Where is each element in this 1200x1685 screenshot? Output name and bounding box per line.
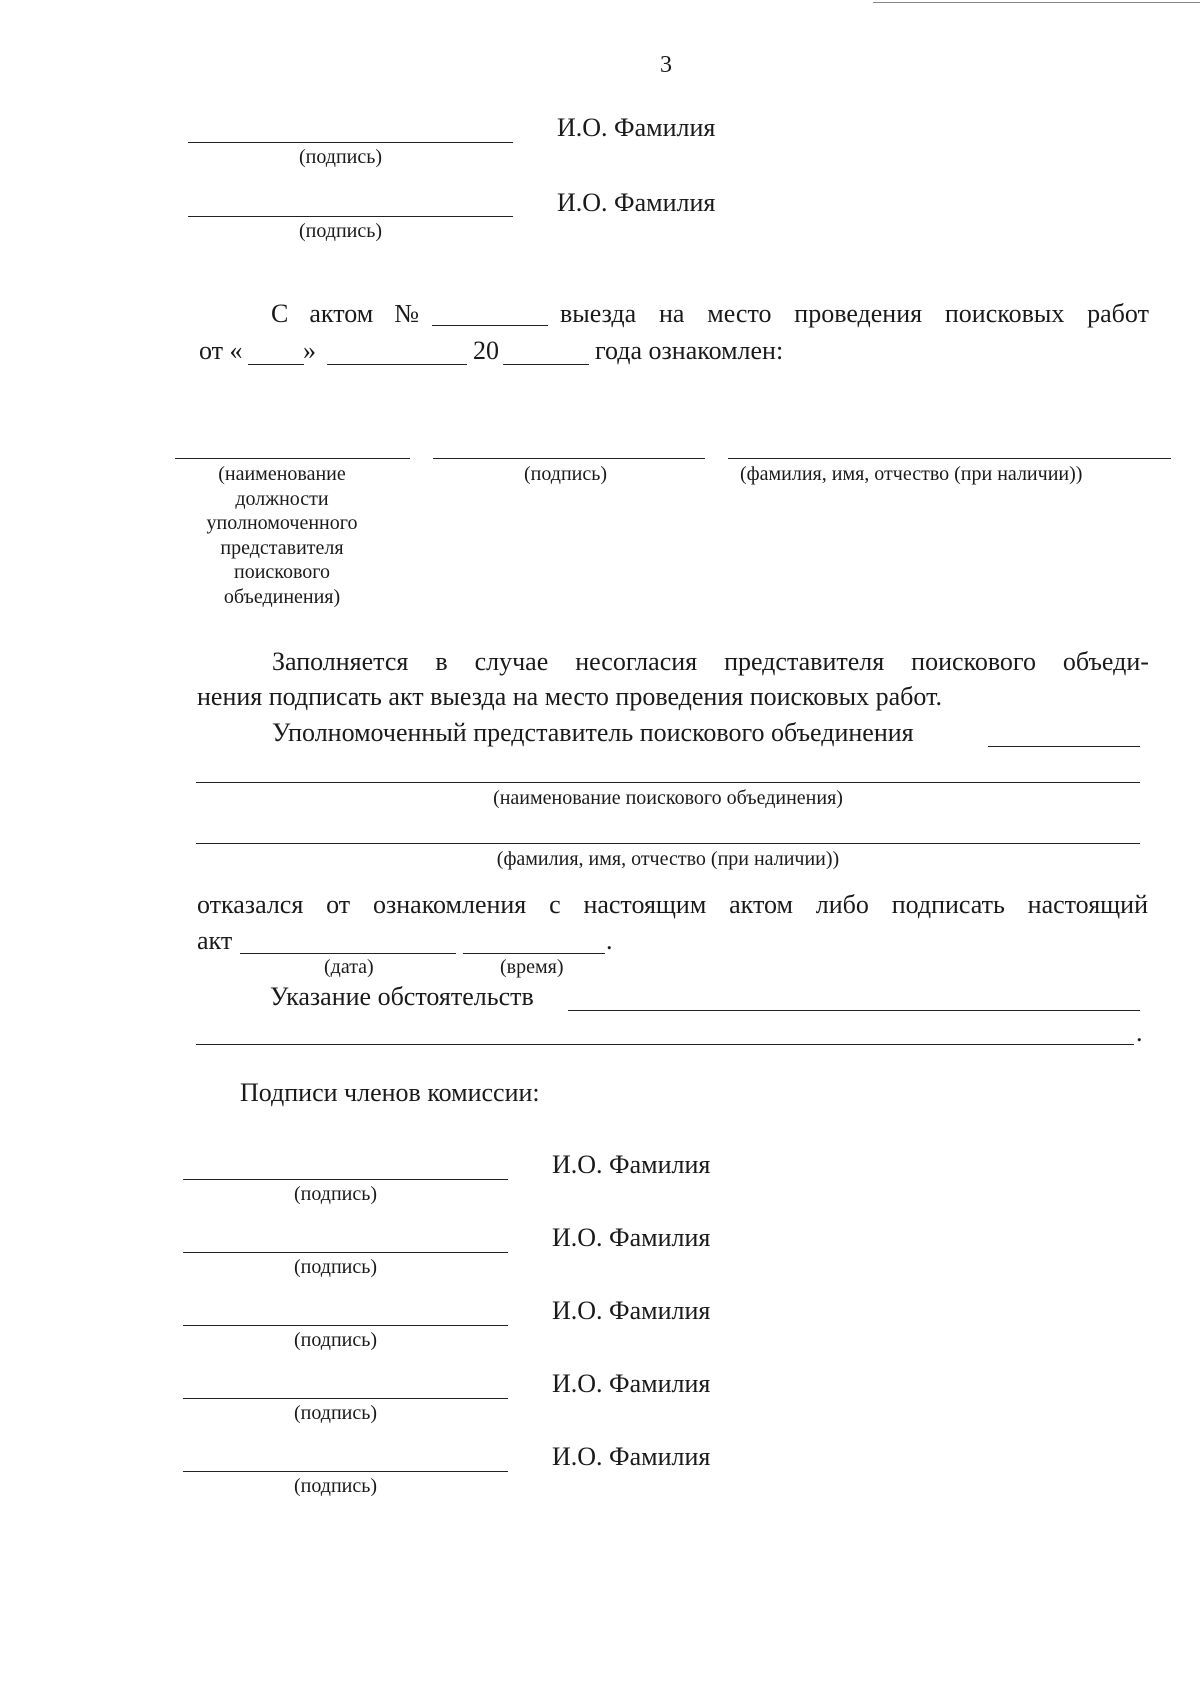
signature-line: [188, 216, 513, 217]
commission-title: Подписи членов комиссии:: [240, 1078, 540, 1107]
member-name: И.О. Фамилия: [557, 188, 716, 217]
signature-caption: (подпись): [524, 463, 608, 485]
fio-caption: (фамилия, имя, отчество (при наличии)): [740, 463, 1083, 485]
position-line: [175, 458, 410, 459]
year-prefix: 20: [473, 336, 499, 365]
act-word: акт: [197, 926, 233, 955]
signature-caption: (подпись): [294, 1329, 378, 1351]
circumstances-line-2: [196, 1044, 1134, 1045]
member-name: И.О. Фамилия: [552, 1223, 711, 1252]
date-caption: (дата): [324, 956, 374, 978]
signature-line: [433, 458, 705, 459]
refused-line: отказался от ознакомления с настоящим актом либо подписать настоящий: [197, 890, 1148, 919]
time-blank: [463, 953, 605, 954]
date-blank: [240, 953, 456, 954]
organization-caption: (наименование поискового объединения): [493, 787, 843, 809]
signature-caption: (подпись): [294, 1475, 378, 1497]
signature-line: [183, 1471, 508, 1472]
authorized-representative-label: Уполномоченный представитель поискового объединения: [272, 718, 914, 747]
scan-edge-line: [873, 2, 1200, 3]
signature-line: [188, 142, 513, 143]
position-caption: (наименование должности уполномоченного представителя поискового объединения): [206, 463, 358, 608]
month-blank: [327, 364, 467, 365]
fio-line: [196, 843, 1140, 844]
acquainted-text: года ознакомлен:: [595, 336, 784, 365]
year-blank: [503, 364, 589, 365]
member-name: И.О. Фамилия: [552, 1150, 711, 1179]
signature-caption: (подпись): [299, 220, 383, 242]
fio-caption: (фамилия, имя, отчество (при наличии)): [496, 848, 840, 870]
disagreement-line-1: Заполняется в случае несогласия представителя поискового объеди-: [272, 647, 1149, 676]
authorized-blank: [988, 746, 1140, 747]
circumstances-blank: [568, 1010, 1140, 1011]
member-name: И.О. Фамилия: [552, 1369, 711, 1398]
disagreement-line-2: нения подписать акт выезда на место проведения поисковых работ.: [197, 682, 942, 711]
date-prefix: от «: [199, 336, 243, 365]
member-name: И.О. Фамилия: [557, 113, 716, 142]
signature-line: [183, 1398, 508, 1399]
end-period: .: [1136, 1018, 1143, 1047]
time-caption: (время): [500, 956, 564, 978]
organization-line: [196, 782, 1140, 783]
day-blank: [248, 364, 304, 365]
signature-caption: (подпись): [294, 1402, 378, 1424]
circumstances-label: Указание обстоятельств: [270, 982, 534, 1011]
member-name: И.О. Фамилия: [552, 1442, 711, 1471]
fio-line: [728, 458, 1171, 459]
signature-caption: (подпись): [294, 1183, 378, 1205]
signature-caption: (подпись): [299, 146, 383, 168]
quote-close: »: [303, 336, 316, 365]
act-number-label: С актом №: [271, 299, 419, 328]
signature-caption: (подпись): [294, 1256, 378, 1278]
act-number-blank: [432, 325, 548, 326]
signature-line: [183, 1325, 508, 1326]
acquaint-line-1: выезда на место проведения поисковых работ: [560, 299, 1149, 328]
signature-line: [183, 1252, 508, 1253]
member-name: И.О. Фамилия: [552, 1296, 711, 1325]
signature-line: [183, 1179, 508, 1180]
period: .: [606, 926, 613, 955]
page-number: 3: [660, 52, 672, 78]
